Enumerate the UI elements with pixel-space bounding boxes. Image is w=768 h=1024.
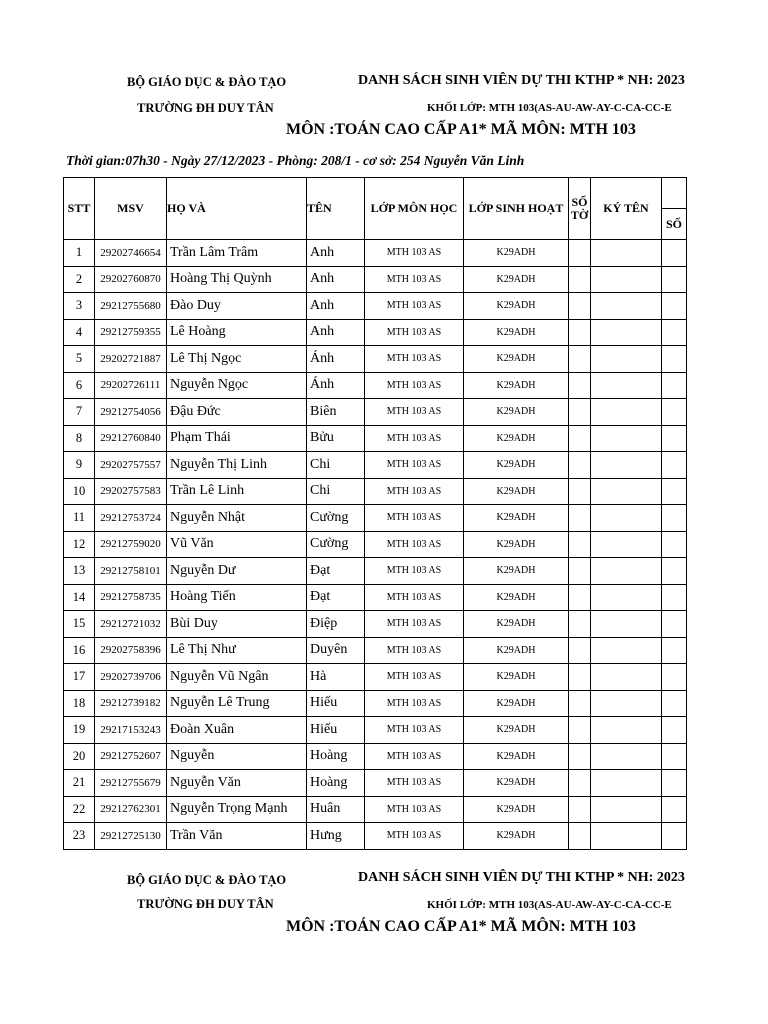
cell-ho-va: Lê Hoàng [167,319,307,346]
table-row [64,584,687,611]
cell-ky-ten [591,240,662,267]
cell-lop-mon-hoc: MTH 103 AS [365,505,464,532]
cell-msv: 29202760870 [95,266,167,293]
cell-ky-ten [591,770,662,797]
cell-so-to [569,505,591,532]
cell-msv: 29217153243 [95,717,167,744]
exam-schedule: Thời gian:07h30 - Ngày 27/12/2023 - Phòng: 208/1 - cơ sở: 254 Nguyễn Văn Linh [66,153,525,168]
cell-so [662,743,687,770]
header-so-to-line2: TỜ [570,207,589,222]
cell-lop-mon-hoc: MTH 103 AS [365,293,464,320]
cell-so [662,293,687,320]
table-row [64,266,687,293]
table-row [64,531,687,558]
header-lop-mon-hoc: LỚP MÔN HỌC [365,178,464,240]
header-ho-va: HỌ VÀ [167,178,307,240]
cell-stt: 10 [64,478,95,505]
cell-so-to [569,664,591,691]
cell-msv: 29212759020 [95,531,167,558]
cell-lop-mon-hoc: MTH 103 AS [365,399,464,426]
cell-so [662,372,687,399]
cell-lop-sinh-hoat: K29ADH [464,293,569,320]
header-so-to-line1: SỐ [571,194,588,209]
cell-lop-sinh-hoat: K29ADH [464,266,569,293]
cell-msv: 29212753724 [95,505,167,532]
cell-ky-ten [591,425,662,452]
cell-stt: 13 [64,558,95,585]
cell-ho-va: Lê Thị Như [167,637,307,664]
cell-so [662,346,687,373]
cell-lop-sinh-hoat: K29ADH [464,717,569,744]
cell-lop-sinh-hoat: K29ADH [464,478,569,505]
table-row [64,690,687,717]
cell-ky-ten [591,319,662,346]
cell-ho-va: Bùi Duy [167,611,307,638]
cell-stt: 8 [64,425,95,452]
cell-msv: 29202721887 [95,346,167,373]
cell-msv: 29212739182 [95,690,167,717]
cell-so-to [569,611,591,638]
cell-so [662,637,687,664]
cell-msv: 29212752607 [95,743,167,770]
cell-so-to [569,478,591,505]
table-row [64,319,687,346]
cell-ho-va: Hoàng Tiến [167,584,307,611]
cell-lop-sinh-hoat: K29ADH [464,743,569,770]
cell-lop-mon-hoc: MTH 103 AS [365,319,464,346]
cell-lop-sinh-hoat: K29ADH [464,425,569,452]
table-row [64,346,687,373]
cell-msv: 29212754056 [95,399,167,426]
cell-stt: 7 [64,399,95,426]
cell-so [662,584,687,611]
cell-msv: 29212762301 [95,796,167,823]
cell-lop-mon-hoc: MTH 103 AS [365,558,464,585]
ministry-name-2: BỘ GIÁO DỤC & ĐÀO TẠO [127,873,287,887]
cell-lop-mon-hoc: MTH 103 AS [365,346,464,373]
cell-ho-va: Hoàng Thị Quỳnh [167,266,307,293]
cell-stt: 18 [64,690,95,717]
cell-stt: 5 [64,346,95,373]
cell-ten: Huân [307,796,365,823]
cell-so [662,796,687,823]
cell-stt: 12 [64,531,95,558]
cell-msv: 29202758396 [95,637,167,664]
cell-stt: 2 [64,266,95,293]
cell-ky-ten [591,558,662,585]
cell-ky-ten [591,823,662,850]
table-row [64,664,687,691]
cell-stt: 19 [64,717,95,744]
cell-ho-va: Trần Văn [167,823,307,850]
cell-stt: 1 [64,240,95,267]
list-title-2: DANH SÁCH SINH VIÊN DỰ THI KTHP * NH: 2023 [358,870,685,885]
table-row [64,558,687,585]
cell-ten: Cường [307,531,365,558]
header-msv: MSV [95,178,167,240]
cell-ho-va: Nguyễn Ngọc [167,372,307,399]
cell-lop-mon-hoc: MTH 103 AS [365,240,464,267]
cell-ten: Hà [307,664,365,691]
cell-ten: Duyên [307,637,365,664]
cell-msv: 29212755680 [95,293,167,320]
class-block-2: KHỐI LỚP: MTH 103(AS-AU-AW-AY-C-CA-CC-E [427,899,672,911]
cell-stt: 11 [64,505,95,532]
cell-ky-ten [591,584,662,611]
cell-so-to [569,266,591,293]
cell-so-to [569,319,591,346]
cell-msv: 29202739706 [95,664,167,691]
cell-ten: Anh [307,266,365,293]
table-row [64,293,687,320]
cell-ho-va: Nguyễn Trọng Mạnh [167,796,307,823]
cell-so [662,717,687,744]
cell-lop-mon-hoc: MTH 103 AS [365,266,464,293]
cell-ten: Chi [307,452,365,479]
cell-so-to [569,452,591,479]
cell-lop-mon-hoc: MTH 103 AS [365,664,464,691]
cell-ky-ten [591,372,662,399]
cell-stt: 3 [64,293,95,320]
cell-lop-sinh-hoat: K29ADH [464,558,569,585]
cell-so [662,611,687,638]
subject-title: MÔN :TOÁN CAO CẤP A1* MÃ MÔN: MTH 103 [286,121,636,138]
cell-lop-sinh-hoat: K29ADH [464,346,569,373]
header-so-to [569,178,591,240]
cell-stt: 14 [64,584,95,611]
cell-ho-va: Nguyễn Nhật [167,505,307,532]
cell-lop-mon-hoc: MTH 103 AS [365,796,464,823]
cell-ho-va: Nguyễn Thị Linh [167,452,307,479]
cell-ky-ten [591,690,662,717]
cell-ho-va: Phạm Thái [167,425,307,452]
cell-so-to [569,240,591,267]
table-row [64,717,687,744]
cell-so-to [569,346,591,373]
cell-ky-ten [591,478,662,505]
table-row [64,823,687,850]
cell-msv: 29212755679 [95,770,167,797]
table-row [64,478,687,505]
cell-msv: 29202726111 [95,372,167,399]
cell-stt: 15 [64,611,95,638]
header-lop-sinh-hoat: LỚP SINH HOẠT [464,178,569,240]
cell-so-to [569,293,591,320]
cell-so [662,266,687,293]
cell-lop-mon-hoc: MTH 103 AS [365,611,464,638]
header-blank [662,178,687,209]
table-row [64,505,687,532]
cell-ky-ten [591,531,662,558]
cell-ten: Chi [307,478,365,505]
table-row [64,452,687,479]
header-ky-ten: KÝ TÊN [591,178,662,240]
cell-so [662,399,687,426]
cell-stt: 9 [64,452,95,479]
cell-ten: Hoàng [307,770,365,797]
table-row [64,425,687,452]
cell-so-to [569,372,591,399]
cell-ky-ten [591,796,662,823]
cell-so-to [569,743,591,770]
cell-ho-va: Nguyễn Văn [167,770,307,797]
cell-so-to [569,717,591,744]
cell-lop-mon-hoc: MTH 103 AS [365,584,464,611]
cell-stt: 4 [64,319,95,346]
cell-lop-mon-hoc: MTH 103 AS [365,770,464,797]
table-row [64,611,687,638]
cell-lop-mon-hoc: MTH 103 AS [365,690,464,717]
cell-ho-va: Nguyễn Dư [167,558,307,585]
cell-stt: 21 [64,770,95,797]
cell-msv: 29212759355 [95,319,167,346]
cell-ky-ten [591,266,662,293]
cell-lop-sinh-hoat: K29ADH [464,240,569,267]
cell-ten: Biên [307,399,365,426]
cell-so-to [569,770,591,797]
cell-so-to [569,796,591,823]
cell-ky-ten [591,346,662,373]
cell-msv: 29202757557 [95,452,167,479]
cell-lop-mon-hoc: MTH 103 AS [365,531,464,558]
cell-ky-ten [591,717,662,744]
cell-ky-ten [591,505,662,532]
cell-so-to [569,425,591,452]
cell-ky-ten [591,452,662,479]
table-row [64,240,687,267]
cell-lop-sinh-hoat: K29ADH [464,399,569,426]
cell-so [662,425,687,452]
cell-ky-ten [591,664,662,691]
cell-stt: 17 [64,664,95,691]
cell-lop-sinh-hoat: K29ADH [464,452,569,479]
cell-ky-ten [591,743,662,770]
header-so: SỐ [662,209,687,240]
cell-so [662,505,687,532]
cell-ten: Anh [307,319,365,346]
cell-stt: 16 [64,637,95,664]
cell-ky-ten [591,637,662,664]
cell-so [662,823,687,850]
cell-lop-sinh-hoat: K29ADH [464,611,569,638]
cell-stt: 20 [64,743,95,770]
school-name-2: TRƯỜNG ĐH DUY TÂN [137,897,274,911]
cell-lop-sinh-hoat: K29ADH [464,372,569,399]
cell-so [662,319,687,346]
cell-ho-va: Lê Thị Ngọc [167,346,307,373]
cell-ten: Điệp [307,611,365,638]
cell-ho-va: Đoàn Xuân [167,717,307,744]
subject-title-2: MÔN :TOÁN CAO CẤP A1* MÃ MÔN: MTH 103 [286,918,636,935]
cell-lop-mon-hoc: MTH 103 AS [365,425,464,452]
cell-so [662,531,687,558]
cell-stt: 23 [64,823,95,850]
cell-msv: 29202746654 [95,240,167,267]
cell-msv: 29212758735 [95,584,167,611]
cell-ho-va: Nguyễn Vũ Ngân [167,664,307,691]
cell-lop-sinh-hoat: K29ADH [464,823,569,850]
table-row [64,637,687,664]
cell-stt: 6 [64,372,95,399]
cell-so [662,558,687,585]
cell-ten: Hiếu [307,690,365,717]
cell-ten: Hoàng [307,743,365,770]
table-row [64,399,687,426]
cell-ho-va: Trần Lâm Trâm [167,240,307,267]
cell-ho-va: Trần Lê Linh [167,478,307,505]
ministry-name: BỘ GIÁO DỤC & ĐÀO TẠO [127,75,287,89]
cell-lop-sinh-hoat: K29ADH [464,319,569,346]
cell-ky-ten [591,293,662,320]
cell-lop-sinh-hoat: K29ADH [464,770,569,797]
cell-ho-va: Đậu Đức [167,399,307,426]
cell-lop-sinh-hoat: K29ADH [464,505,569,532]
cell-so-to [569,690,591,717]
cell-so-to [569,531,591,558]
cell-ten: Anh [307,293,365,320]
cell-msv: 29202757583 [95,478,167,505]
student-roster-table [63,177,687,850]
cell-so-to [569,637,591,664]
cell-lop-mon-hoc: MTH 103 AS [365,478,464,505]
cell-ho-va: Vũ Văn [167,531,307,558]
cell-lop-sinh-hoat: K29ADH [464,531,569,558]
cell-stt: 22 [64,796,95,823]
cell-lop-sinh-hoat: K29ADH [464,584,569,611]
cell-so [662,240,687,267]
cell-ho-va: Đào Duy [167,293,307,320]
table-row [64,372,687,399]
cell-lop-mon-hoc: MTH 103 AS [365,717,464,744]
list-title: DANH SÁCH SINH VIÊN DỰ THI KTHP * NH: 2023 [358,73,685,88]
cell-ten: Ánh [307,372,365,399]
cell-ky-ten [591,399,662,426]
cell-ten: Cường [307,505,365,532]
cell-ho-va: Nguyễn Lê Trung [167,690,307,717]
class-block: KHỐI LỚP: MTH 103(AS-AU-AW-AY-C-CA-CC-E [427,102,672,114]
cell-ten: Hưng [307,823,365,850]
cell-lop-sinh-hoat: K29ADH [464,796,569,823]
header-stt: STT [64,178,95,240]
cell-so-to [569,558,591,585]
cell-so [662,770,687,797]
cell-ho-va: Nguyễn [167,743,307,770]
cell-ten: Hiếu [307,717,365,744]
cell-so-to [569,399,591,426]
cell-ten: Bửu [307,425,365,452]
cell-ten: Anh [307,240,365,267]
cell-ten: Ánh [307,346,365,373]
cell-lop-sinh-hoat: K29ADH [464,637,569,664]
cell-ten: Đạt [307,584,365,611]
cell-ten: Đạt [307,558,365,585]
cell-msv: 29212725130 [95,823,167,850]
cell-msv: 29212760840 [95,425,167,452]
cell-lop-sinh-hoat: K29ADH [464,690,569,717]
cell-so-to [569,823,591,850]
cell-lop-sinh-hoat: K29ADH [464,664,569,691]
table-row [64,770,687,797]
cell-lop-mon-hoc: MTH 103 AS [365,452,464,479]
cell-ky-ten [591,611,662,638]
cell-lop-mon-hoc: MTH 103 AS [365,743,464,770]
school-name: TRƯỜNG ĐH DUY TÂN [137,101,274,115]
cell-lop-mon-hoc: MTH 103 AS [365,637,464,664]
cell-lop-mon-hoc: MTH 103 AS [365,372,464,399]
cell-so [662,664,687,691]
table-row [64,743,687,770]
cell-msv: 29212721032 [95,611,167,638]
cell-msv: 29212758101 [95,558,167,585]
cell-so [662,452,687,479]
header-ten: TÊN [307,178,365,240]
cell-so [662,690,687,717]
table-row [64,796,687,823]
cell-lop-mon-hoc: MTH 103 AS [365,823,464,850]
cell-so-to [569,584,591,611]
cell-so [662,478,687,505]
